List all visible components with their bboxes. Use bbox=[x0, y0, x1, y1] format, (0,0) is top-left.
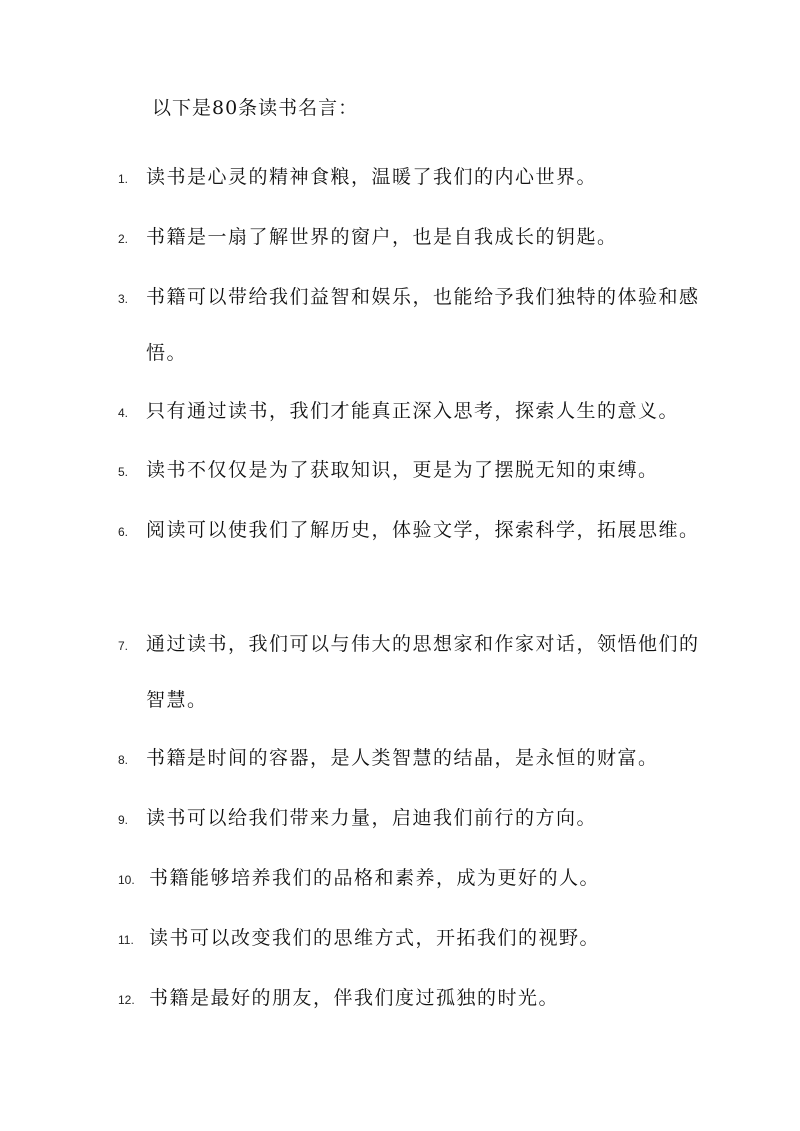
item-number: 4. bbox=[118, 406, 129, 420]
item-text: 读书是心灵的精神食粮，温暖了我们的内心世界。 bbox=[146, 166, 598, 188]
item-number: 7. bbox=[118, 639, 129, 653]
item-number: 1. bbox=[118, 172, 129, 186]
item-number: 5. bbox=[118, 465, 129, 479]
item-text: 阅读可以使我们了解历史，体验文学，探索科学，拓展思维。 bbox=[146, 519, 700, 541]
item-text: 书籍是最好的朋友，伴我们度过孤独的时光。 bbox=[149, 987, 560, 1009]
item-text: 书籍可以带给我们益智和娱乐，也能给予我们独特的体验和感悟。 bbox=[146, 286, 700, 364]
item-number: 9. bbox=[118, 813, 129, 827]
item-number: 8. bbox=[118, 753, 129, 767]
item-number: 3. bbox=[118, 292, 129, 306]
item-number: 10. bbox=[118, 873, 135, 887]
item-text: 通过读书，我们可以与伟大的思想家和作家对话，领悟他们的智慧。 bbox=[146, 633, 700, 711]
item-text: 书籍能够培养我们的品格和素养，成为更好的人。 bbox=[149, 867, 601, 889]
intro-line: 以下是80条读书名言： bbox=[152, 97, 359, 119]
item-text: 读书可以给我们带来力量，启迪我们前行的方向。 bbox=[146, 807, 598, 829]
item-number: 2. bbox=[118, 232, 129, 246]
item-number: 12. bbox=[118, 993, 135, 1007]
item-text: 读书可以改变我们的思维方式，开拓我们的视野。 bbox=[149, 927, 601, 949]
item-text: 书籍是一扇了解世界的窗户，也是自我成长的钥匙。 bbox=[146, 226, 618, 248]
item-number: 6. bbox=[118, 525, 129, 539]
item-number: 11. bbox=[118, 933, 134, 947]
item-text: 只有通过读书，我们才能真正深入思考，探索人生的意义。 bbox=[146, 400, 680, 422]
item-text: 读书不仅仅是为了获取知识，更是为了摆脱无知的束缚。 bbox=[146, 459, 659, 481]
item-text: 书籍是时间的容器，是人类智慧的结晶，是永恒的财富。 bbox=[146, 747, 659, 769]
